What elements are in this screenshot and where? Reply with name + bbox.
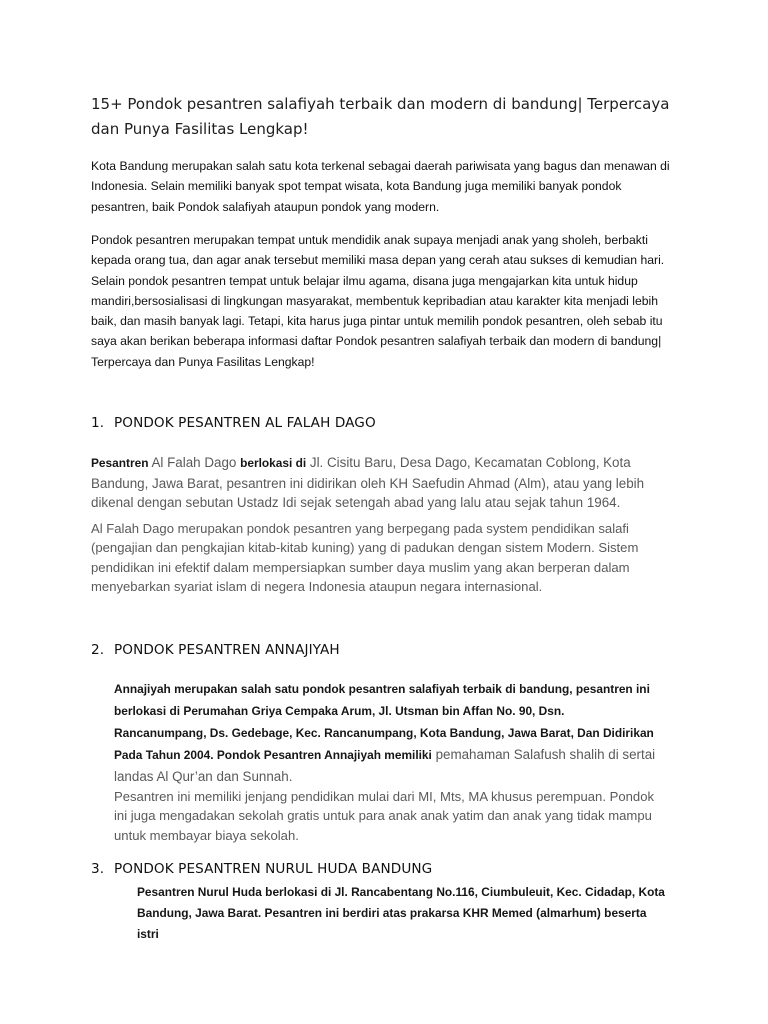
section-3-paragraph-1: Pesantren Nurul Huda berlokasi di Jl. Rancabentang No.116, Ciumbuleuit, Kec. Cidadap, Kota Bandung, Jawa Barat. Pesantren ini berdiri atas prakarsa KHR Memed (almarhum) beserta istri [137, 885, 665, 941]
section-2-title: PONDOK PESANTREN ANNAJIYAH [114, 642, 340, 658]
section-1-bold-text-1: Pesantren [91, 456, 149, 470]
section-2-paragraph-1 [114, 678, 659, 787]
section-1-heading [91, 415, 376, 431]
section-1-paragraph-1 [91, 453, 671, 513]
section-2-text: pemahaman Salafush shalih di sertai landas Al Qur’an dan Sunnah. [114, 747, 656, 784]
intro-paragraph-1: Kota Bandung merupakan salah satu kota terkenal sebagai daerah pariwisata yang bagus dan menawan di Indonesia. Selain memiliki banyak spot tempat wisata, kota Bandung juga memiliki banyak pondok pesantren, baik Pondok salafiyah ataupun pondok yang modern. [91, 159, 670, 214]
section-2-number: 2. [91, 642, 105, 658]
section-1-title: PONDOK PESANTREN AL FALAH DAGO [114, 415, 376, 431]
section-3-number: 3. [91, 861, 105, 877]
section-1-number: 1. [91, 415, 105, 431]
section-1-paragraph-2: Al Falah Dago merupakan pondok pesantren yang berpegang pada system pendidikan salafi (pengajian dan pengkajian kitab-kitab kuning) yang di padukan dengan sistem Modern. Sistem pendidikan ini efektif dalam mempersiapkan sumber daya muslim yang akan berperan dalam menyebarkan syariat islam di negera Indonesia ataupun negara internasional. [91, 521, 639, 595]
section-2-paragraph-2: Pesantren ini memiliki jenjang pendidikan mulai dari MI, Mts, MA khusus perempuan. Pondok ini juga mengadakan sekolah gratis untuk para anak anak yatim dan anak yang tidak mampu untuk membayar biaya sekolah. [114, 789, 655, 843]
section-1-text-2: Jl. Cisitu Baru, Desa Dago, Kecamatan Coblong, Kota Bandung, Jawa Barat, pesantren ini didirikan oleh KH Saefudin Ahmad (Alm), atau yang lebih dikenal dengan sebutan Ustadz Idi sejak setengah abad yang lalu atau sejak tahun 1964. [91, 455, 645, 511]
page-title: 15+ Pondok pesantren salafiyah terbaik dan modern di bandung| Terpercaya dan Punya Fasilitas Lengkap! [91, 95, 670, 138]
section-2-heading [91, 642, 340, 658]
section-1-text-1: Al Falah Dago [148, 455, 241, 470]
intro-paragraph-2: Pondok pesantren merupakan tempat untuk mendidik anak supaya menjadi anak yang sholeh, berbakti kepada orang tua, dan agar anak tersebut memiliki masa depan yang cerah atau sukses di kemudian hari. Selain pondok pesantren tempat untuk belajar ilmu agama, disana juga mengajarkan kita untuk hidup mandiri,bersosialisasi di lingkungan masyarakat, membentuk kepribadian atau karakter kita menjadi lebih baik, dan masih banyak lagi. Tetapi, kita harus juga pintar untuk memilih pondok pesantren, oleh sebab itu saya akan berikan beberapa informasi daftar Pondok pesantren salafiyah terbaik dan modern di bandung| Terpercaya dan Punya Fasilitas Lengkap! [91, 233, 665, 369]
section-3-heading [91, 861, 432, 877]
section-2-bold-text: Annajiyah merupakan salah satu pondok pesantren salafiyah terbaik di bandung, pesantren ini berlokasi di Perumahan Griya Cempaka Arum, Jl. Utsman bin Affan No. 90, Dsn. Rancanumpang, Ds. Gedebage, Kec. Rancanumpang, Kota Bandung, Jawa Barat, Dan Didirikan Pada Tahun 2004. Pondok Pesantren Annajiyah memiliki [114, 682, 654, 762]
section-1-bold-text-2: berlokasi di [240, 456, 307, 470]
section-3-title: PONDOK PESANTREN NURUL HUDA BANDUNG [114, 861, 433, 877]
